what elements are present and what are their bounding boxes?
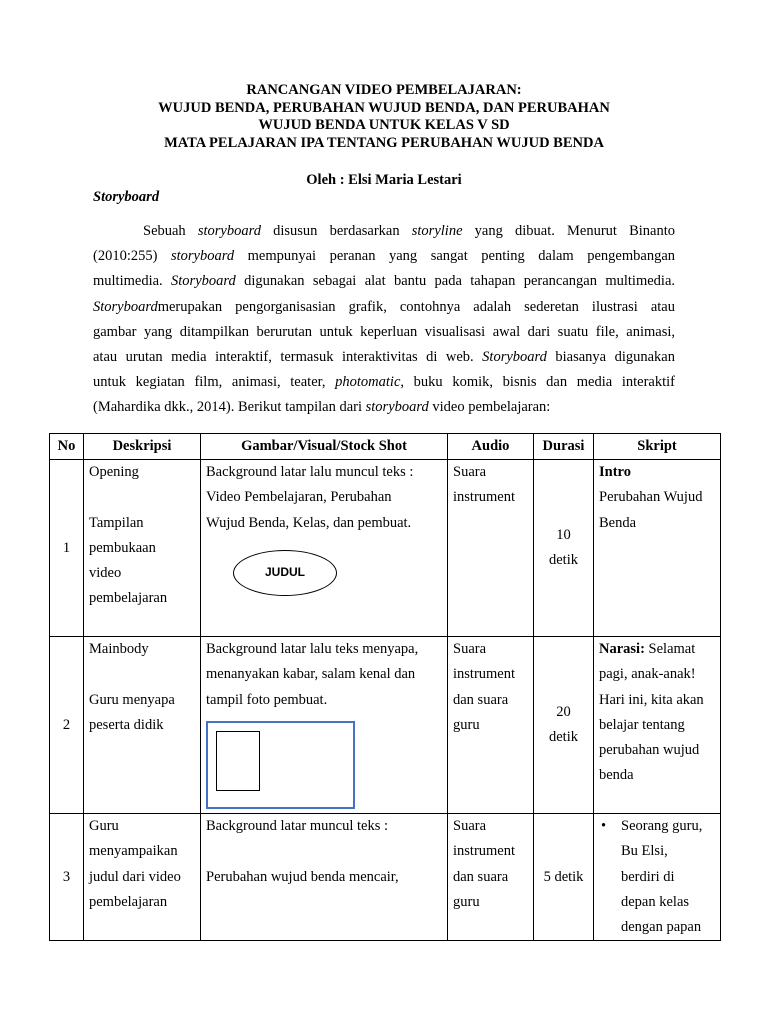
section-heading: Storyboard	[93, 189, 160, 205]
row-number: 3	[50, 814, 84, 941]
intro-paragraph	[93, 219, 675, 421]
paragraph-line: gambar yang ditampilkan berurutan untuk keperluan visualisasi awal dari suatu file, animasi,	[93, 323, 675, 340]
storyboard-table	[49, 433, 721, 941]
paragraph-line: (2010:255) storyboard mempunyai peranan yang sangat penting dalam pengembangan	[93, 248, 676, 265]
script-bullet-list	[599, 814, 715, 940]
row-visual	[201, 637, 448, 814]
visual-line: Background latar muncul teks :	[206, 818, 389, 835]
row-description	[84, 460, 201, 637]
script-label: Narasi:	[599, 641, 645, 658]
description-line: pembelajaran	[89, 590, 168, 607]
row-description	[84, 814, 201, 941]
script-line: belajar tentang	[599, 716, 685, 733]
description-line: Guru menyapa	[89, 691, 175, 708]
script-line: perubahan wujud	[599, 742, 700, 759]
script-line: benda	[599, 767, 634, 784]
paragraph-line: Sebuah storyboard disusun berdasarkan storyline yang dibuat. Menurut Binanto	[143, 223, 676, 239]
description-line: Guru	[89, 818, 119, 835]
visual-line: Perubahan wujud benda mencair,	[206, 868, 399, 885]
script-line: depan kelas	[621, 893, 690, 910]
row-script	[594, 460, 721, 637]
description-line: pembukaan	[89, 539, 156, 556]
row-script	[594, 637, 721, 814]
visual-line: Background latar lalu muncul teks :	[206, 464, 414, 481]
script-line: Hari ini, kita akan	[599, 691, 704, 708]
header-no: No	[50, 434, 84, 460]
duration-line: detik	[549, 729, 578, 746]
header-gambar: Gambar/Visual/Stock Shot	[201, 434, 448, 460]
audio-line: Suara	[453, 641, 487, 658]
visual-line: menanyakan kabar, salam kenal dan	[206, 666, 416, 683]
visual-line: Video Pembelajaran, Perubahan	[206, 489, 392, 506]
table-header-row	[50, 434, 721, 460]
script-line: Perubahan Wujud	[599, 489, 703, 506]
script-line: dengan papan	[621, 919, 702, 936]
visual-line: Background latar lalu teks menyapa,	[206, 641, 419, 658]
table-row	[50, 637, 721, 814]
header-durasi: Durasi	[534, 434, 594, 460]
description-line: pembelajaran	[89, 893, 168, 910]
photo-frame	[206, 721, 355, 809]
paragraph-line: multimedia. Storyboard digunakan sebagai alat bantu pada tahapan perancangan multimedia.	[93, 273, 676, 290]
duration-line: detik	[549, 552, 578, 569]
header-deskripsi: Deskripsi	[84, 434, 201, 460]
table-row	[50, 814, 721, 941]
audio-line: Suara	[453, 464, 487, 481]
title-line-4: MATA PELAJARAN IPA TENTANG PERUBAHAN WUJUD BENDA	[164, 134, 604, 151]
script-label: Intro	[599, 464, 631, 481]
author-line: Oleh : Elsi Maria Lestari	[306, 172, 462, 188]
row-description	[84, 637, 201, 814]
row-audio	[448, 814, 534, 941]
title-line-1: RANCANGAN VIDEO PEMBELAJARAN:	[246, 82, 522, 98]
description-line: video	[89, 565, 122, 581]
script-line: Seorang guru,	[621, 818, 703, 835]
audio-line: Suara	[453, 818, 487, 835]
audio-line: dan suara	[453, 868, 509, 885]
audio-line: dan suara	[453, 691, 509, 708]
audio-line: instrument	[453, 489, 516, 506]
script-line: Bu Elsi,	[621, 843, 668, 860]
header-skript: Skript	[594, 434, 721, 460]
description-line: menyampaikan	[89, 843, 178, 860]
row-duration	[534, 637, 594, 814]
document-title	[0, 82, 768, 152]
duration-line: 5 detik	[543, 868, 584, 885]
description-line: peserta didik	[89, 716, 164, 733]
row-duration	[534, 814, 594, 941]
list-item	[601, 814, 715, 940]
script-line: Selamat	[644, 641, 696, 658]
description-title: Mainbody	[89, 641, 149, 658]
audio-line: instrument	[453, 666, 516, 683]
oval-label: JUDUL	[264, 565, 305, 580]
description-title: Opening	[89, 464, 139, 481]
title-line-2: WUJUD BENDA, PERUBAHAN WUJUD BENDA, DAN PERUBAHAN	[158, 99, 610, 116]
row-duration	[534, 460, 594, 637]
audio-line: instrument	[453, 843, 516, 860]
paragraph-line: (Mahardika dkk., 2014). Berikut tampilan dari storyboard video pembelajaran:	[93, 399, 551, 416]
paragraph-line: Storyboardmerupakan pengorganisasian grafik, contohnya adalah sederetan ilustrasi atau	[93, 298, 675, 315]
script-line: Benda	[599, 514, 637, 531]
duration-line: 10	[556, 527, 571, 543]
row-number: 1	[50, 460, 84, 637]
row-audio	[448, 637, 534, 814]
script-line: berdiri di	[621, 868, 675, 885]
visual-line: Wujud Benda, Kelas, dan pembuat.	[206, 514, 412, 531]
audio-line: guru	[453, 893, 480, 910]
description-line: Tampilan	[89, 514, 144, 531]
title-placeholder-oval	[233, 550, 337, 596]
header-audio: Audio	[448, 434, 534, 460]
script-line: pagi, anak-anak!	[599, 666, 696, 683]
visual-line: tampil foto pembuat.	[206, 691, 328, 708]
duration-line: 20	[556, 704, 571, 720]
paragraph-line: atau urutan media interaktif, termasuk interaktivitas di web. Storyboard biasanya digunakan	[93, 349, 675, 366]
row-number: 2	[50, 637, 84, 814]
bullet-icon: •	[601, 818, 607, 835]
description-line: judul dari video	[89, 868, 181, 885]
photo-placeholder	[216, 731, 260, 791]
row-audio	[448, 460, 534, 637]
paragraph-line: untuk kegiatan film, animasi, teater, photomatic, buku komik, bisnis dan media interaktif	[93, 374, 675, 391]
row-script	[594, 814, 721, 941]
row-visual	[201, 814, 448, 941]
table-row	[50, 460, 721, 637]
row-visual	[201, 460, 448, 637]
title-line-3: WUJUD BENDA UNTUK KELAS V SD	[258, 117, 510, 133]
audio-line: guru	[453, 716, 480, 733]
